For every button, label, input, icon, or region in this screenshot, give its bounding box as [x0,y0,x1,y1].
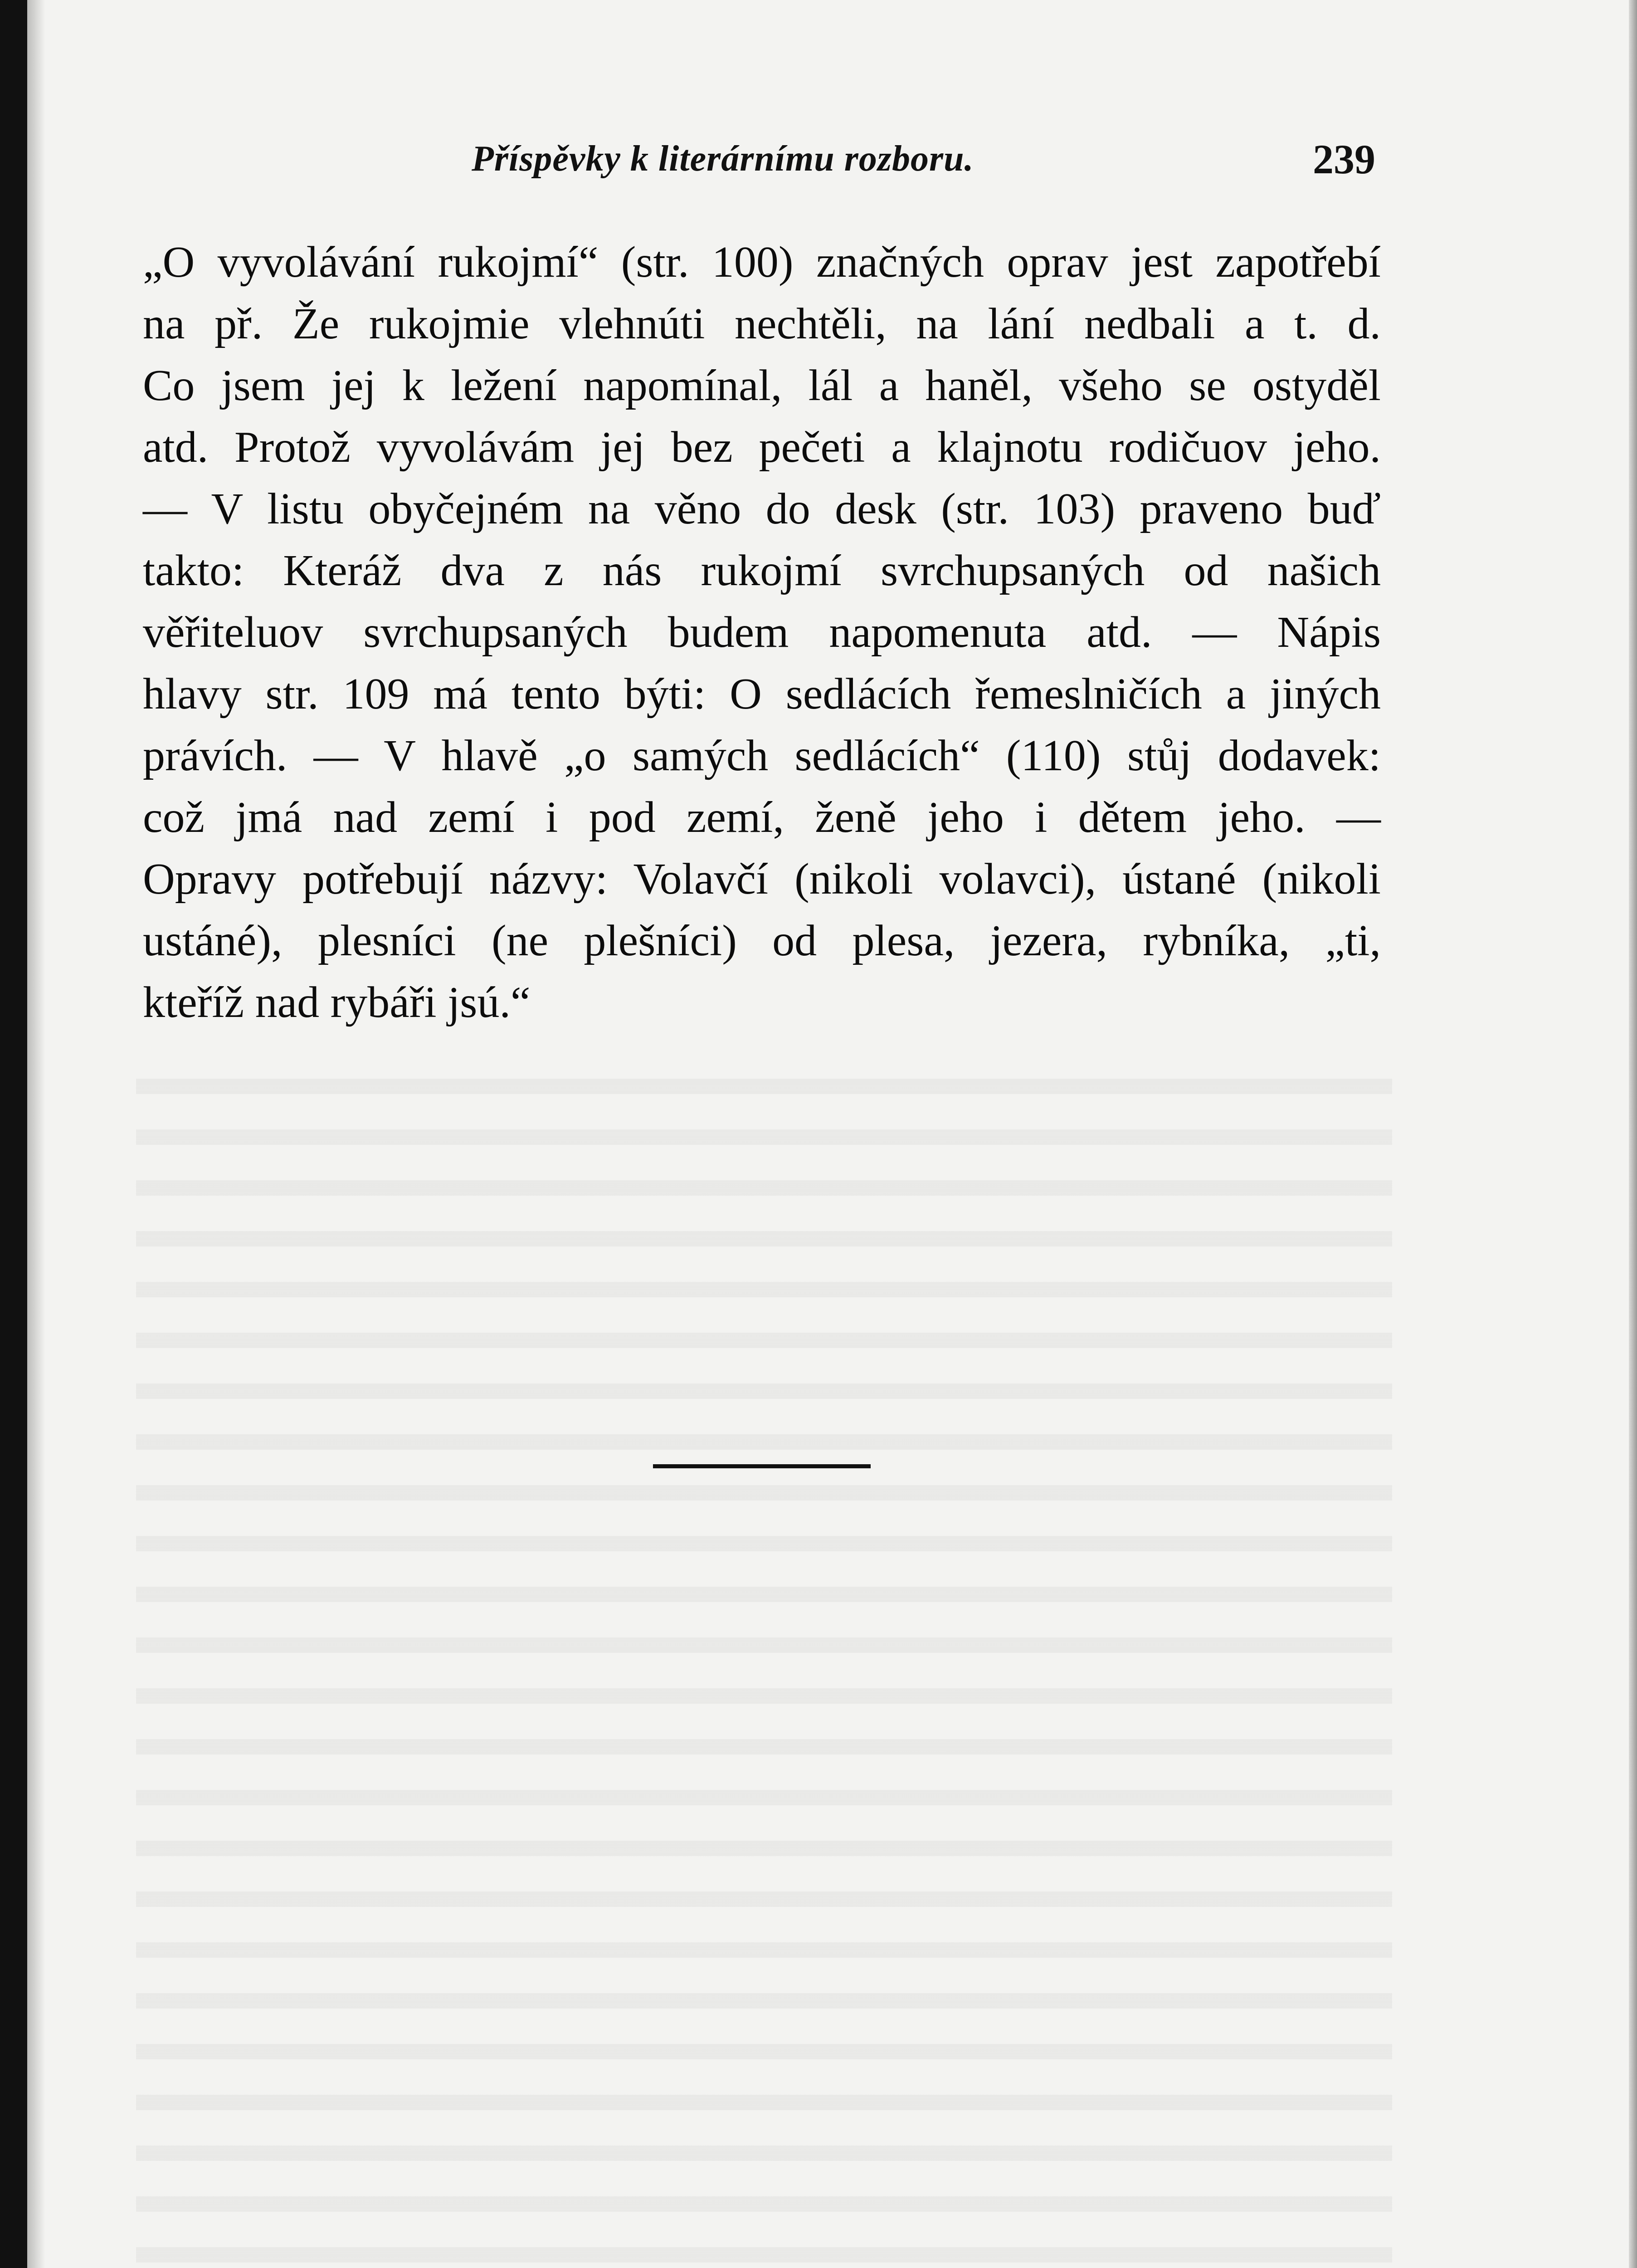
text-line: Co jsem jej k ležení napomínal, lál a haněl, všeho se ostyděl [143,361,1381,410]
text-line: věřiteluov svrchupsaných budem napomenuta atd. — Nápis [143,608,1381,657]
gutter-shadow [27,0,45,2268]
body-paragraph [143,231,1381,1033]
text-line: na př. Že rukojmie vlehnúti nechtěli, na lání nedbali a t. d. [143,299,1381,348]
text-line: atd. Protož vyvolávám jej bez pečeti a klajnotu rodičuov jeho. [143,423,1381,472]
text-line: což jmá nad zemí i pod zemí, ženě jeho i dětem jeho. — [143,793,1381,842]
text-line: ustáné), plesníci (ne plešníci) od plesa, jezera, rybníka, „ti, [143,916,1381,965]
scan-right-edge [1629,0,1637,2268]
running-title: Příspěvky k literárnímu rozboru. [472,139,974,179]
text-line: „O vyvolávání rukojmí“ (str. 100) značných oprav jest zapotřebí [143,238,1381,287]
text-line: hlavy str. 109 má tento býti: O sedlácích řemeslničích a jiných [143,670,1381,719]
text-line: právích. — V hlavě „o samých sedlácích“ (110) stůj dodavek: [143,731,1381,780]
text-line: Opravy potřebují názvy: Volavčí (nikoli volavci), ústané (nikoli [143,855,1381,904]
bleed-through-text [136,1043,1392,2268]
text-line: — V listu obyčejném na věno do desk (str. 103) praveno buď [143,484,1381,533]
page-number: 239 [1313,136,1375,182]
text-line: takto: Kteráž dva z nás rukojmí svrchupsaných od našich [143,546,1381,595]
section-divider-rule [653,1464,871,1468]
scan-left-border [0,0,27,2268]
text-line: kteříž nad rybáři jsú.“ [143,978,531,1027]
